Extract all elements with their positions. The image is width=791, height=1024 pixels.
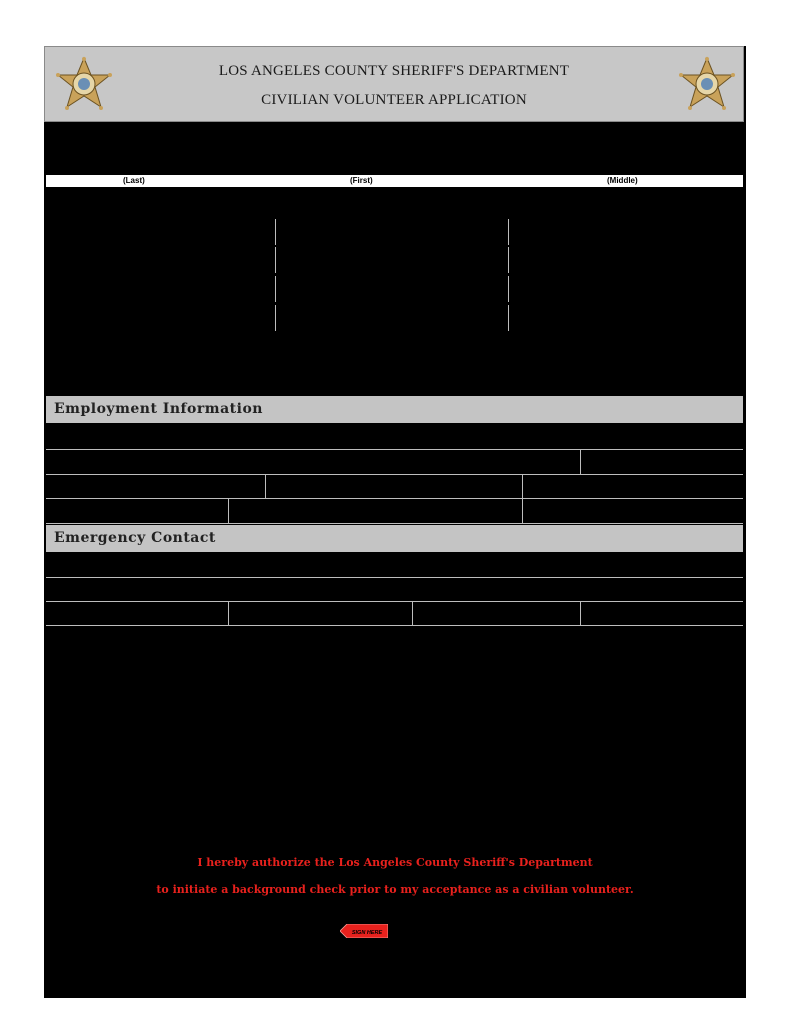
field-divider bbox=[508, 305, 509, 331]
header-title-line2: CIVILIAN VOLUNTEER APPLICATION bbox=[261, 92, 527, 108]
application-form bbox=[44, 46, 746, 998]
field-divider bbox=[522, 475, 523, 498]
sign-here-button[interactable] bbox=[340, 924, 388, 938]
field-divider bbox=[265, 475, 266, 498]
field-divider bbox=[275, 305, 276, 331]
field-divider bbox=[228, 499, 229, 523]
first-name-label: (First) bbox=[350, 176, 373, 185]
employer-address-field[interactable] bbox=[46, 450, 579, 474]
employment-section-title: Employment Information bbox=[54, 401, 263, 417]
row-line bbox=[46, 625, 743, 626]
middle-name-label: (Middle) bbox=[607, 176, 638, 185]
emergency-section-title: Emergency Contact bbox=[54, 530, 216, 546]
form-field[interactable] bbox=[277, 219, 507, 331]
form-header bbox=[44, 46, 744, 122]
row-line bbox=[46, 601, 743, 602]
row-line bbox=[46, 474, 743, 475]
row-line bbox=[46, 523, 743, 524]
field-divider bbox=[580, 602, 581, 625]
field-divider bbox=[508, 276, 509, 302]
employer-phone-field[interactable] bbox=[581, 450, 743, 474]
form-field[interactable] bbox=[510, 219, 743, 331]
employer-field[interactable] bbox=[46, 424, 743, 448]
last-name-label: (Last) bbox=[123, 176, 145, 185]
sign-here-label: SIGN HERE bbox=[351, 930, 383, 936]
field-divider bbox=[275, 276, 276, 302]
emergency-contact-address-field[interactable] bbox=[46, 578, 743, 601]
field-divider bbox=[508, 219, 509, 245]
field-divider bbox=[275, 219, 276, 245]
header-title-line1: LOS ANGELES COUNTY SHERIFF'S DEPARTMENT bbox=[218, 63, 570, 79]
emergency-contact-name-field[interactable] bbox=[46, 553, 743, 576]
field-divider bbox=[522, 499, 523, 523]
emergency-section-header bbox=[46, 525, 743, 552]
sheriff-star-badge-icon bbox=[677, 55, 737, 117]
employment-section-header bbox=[46, 396, 743, 423]
authorization-line1: I hereby authorize the Los Angeles County Sheriff's Department bbox=[197, 856, 593, 869]
field-divider bbox=[508, 247, 509, 273]
row-line bbox=[46, 498, 743, 499]
field-divider bbox=[412, 602, 413, 625]
authorization-line2: to initiate a background check prior to my acceptance as a civilian volunteer. bbox=[156, 883, 634, 896]
field-divider bbox=[228, 602, 229, 625]
name-labels-bar bbox=[46, 175, 743, 187]
form-field[interactable] bbox=[46, 219, 274, 331]
name-input[interactable] bbox=[46, 126, 743, 174]
field-divider bbox=[275, 247, 276, 273]
